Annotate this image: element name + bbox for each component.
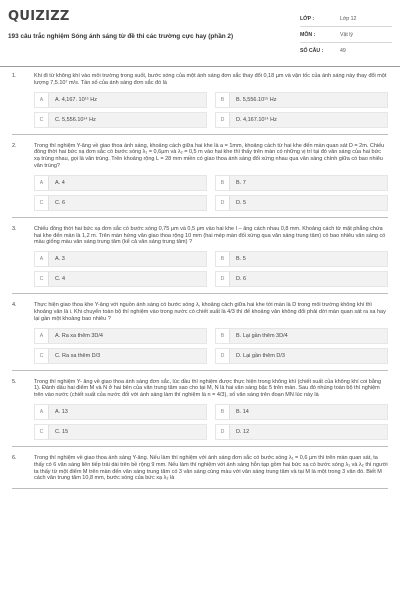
option-letter-box: D xyxy=(216,272,230,286)
meta-value: 49 xyxy=(340,47,346,54)
meta-label: SỐ CÂU : xyxy=(300,47,324,54)
option-text: B. 5 xyxy=(236,256,246,263)
question-item xyxy=(12,379,388,447)
option-letter-box: C xyxy=(35,349,49,363)
meta-label: LỚP : xyxy=(300,15,315,22)
question-text: Trong thí nghiệm Y-âng về giao thoa ánh sáng, khoảng cách giữa hai khe là a = 1mm, khoảng cách từ hai khe đến màn quan sát D = 2m. Chiếu đồng thời hai bức xạ đơn sắc có bước sóng λ₁ = 0,6μm và λ₂ = 0,5 m vào hai khe thì thấy trên màn có những vị trí tại đó vân sáng của hai bức xạ trùng nhau, gọi là vân trùng. Trên khoảng rộng L = 28 mm miền có giao thoa ánh sáng đối xứng nhau qua vân sáng chính giữa có bao nhiêu vân trùng? xyxy=(34,142,385,169)
option-letter-box: C xyxy=(35,272,49,286)
question-item xyxy=(12,302,388,370)
question-row xyxy=(12,302,388,322)
option-text: C. Ra xa thêm D/3 xyxy=(55,352,101,359)
answer-options xyxy=(34,404,388,440)
question-item xyxy=(12,73,388,135)
answer-option[interactable] xyxy=(34,175,207,191)
answer-options xyxy=(34,175,388,211)
answer-option[interactable] xyxy=(215,112,388,128)
question-row xyxy=(12,226,388,246)
option-letter-box: B xyxy=(216,93,230,107)
option-text: C. 4 xyxy=(55,276,66,283)
question-number: 1. xyxy=(12,73,17,79)
question-row xyxy=(12,73,388,87)
option-letter-box: D xyxy=(216,425,230,439)
option-text: D. 6 xyxy=(236,276,247,283)
option-letter-box: B xyxy=(216,329,230,343)
option-letter-box: C xyxy=(35,113,49,127)
option-letter-box: D xyxy=(216,349,230,363)
option-text: D. Lại gần thêm D/3 xyxy=(236,352,285,359)
question-row xyxy=(12,143,388,170)
option-letter-box: D xyxy=(216,196,230,210)
question-item xyxy=(12,226,388,294)
answer-option[interactable] xyxy=(34,112,207,128)
option-text: A. Ra xa thêm 3D/4 xyxy=(55,332,103,339)
answer-option[interactable] xyxy=(215,271,388,287)
question-number: 3. xyxy=(12,225,17,232)
option-letter-box: B xyxy=(216,176,230,190)
answer-option[interactable] xyxy=(34,424,207,440)
option-letter-box: D xyxy=(216,113,230,127)
option-letter-box: A xyxy=(35,405,49,419)
question-number: 4. xyxy=(12,302,17,309)
option-text: A. 4 xyxy=(55,179,65,186)
option-text: D. 5 xyxy=(236,199,247,206)
option-text: C. 6 xyxy=(55,199,66,206)
worksheet-header xyxy=(0,0,400,67)
answer-options xyxy=(34,251,388,287)
question-text: Thực hiện giao thoa khe Y-âng với nguồn ánh sáng có bước sóng λ, khoảng cách giữa hai khe tới màn là D trong môi trường không khí thì khoảng vân là i. Khi chuyển toàn bộ thí nghiệm vào trong nước có chiết suất là 4/3 thì để khoảng vân không đổi phải dời màn quan sát ra xa hay lại gần một khoảng bao nhiêu ? xyxy=(34,302,386,322)
option-text: A. 3 xyxy=(55,256,65,263)
option-letter-box: C xyxy=(35,425,49,439)
answer-option[interactable] xyxy=(215,175,388,191)
answer-option[interactable] xyxy=(34,92,207,108)
question-row xyxy=(12,455,388,482)
question-number: 2. xyxy=(12,142,17,149)
question-number: 6. xyxy=(12,454,17,461)
question-number: 5. xyxy=(12,378,17,385)
question-text: Khi đi từ không khí vào môi trường trong suốt, bước sóng của một ánh sáng đơn sắc thay đổi 0,18 μm và vận tốc của ánh sáng này thay đổi một lượng 7,5.10⁷ m/s. Tần số của ánh sáng đơn sắc đó là xyxy=(34,73,387,86)
option-letter-box: A xyxy=(35,252,49,266)
option-text: B. 5,556.10¹⁵ Hz xyxy=(236,96,277,103)
question-text: Trong thí nghiệm Y- âng về giao thoa ánh sáng đơn sắc, lúc đầu thí nghiệm được thực hiện trong không khí (chiết suất của không khí coi bằng 1). Đánh dấu hai điểm M và N ở hai bên của vân trung tâm sao cho tại M, N là hai vân sáng bậc 5 trên màn. Sau đó nhúng toàn bộ thí nghiệm trên vào nước (chiết suất của nước đối với ánh sáng làm thí nghiệm là n = 4/3), số vân sáng trên đoạn MN lúc này là xyxy=(34,378,382,399)
question-row xyxy=(12,379,388,399)
question-text: Chiếu đồng thời hai bức xạ đơn sắc có bước sóng 0,75 μm và 0,5 μm vào hai khe I – âng cách nhau 0,8 mm. Khoảng cách từ mặt phẳng chứa hai khe đến màn là 1,2 m. Trên màn hứng vân giao thoa rộng 10 mm (hai mép màn đối xứng qua vân sáng trung tâm) có bao nhiêu vân sáng có màu giống màu vân sáng trung tâm (kể cả vân sáng trung tâm) ? xyxy=(34,225,386,246)
option-text: B. Lại gần thêm 3D/4 xyxy=(236,332,288,339)
option-text: D. 4,167.10¹⁴ Hz xyxy=(236,116,277,123)
answer-option[interactable] xyxy=(34,271,207,287)
answer-option[interactable] xyxy=(34,195,207,211)
quizizz-logo: QUIZIZZ xyxy=(8,9,70,24)
option-text: A. 13 xyxy=(55,408,68,415)
answer-option[interactable] xyxy=(34,251,207,267)
option-letter-box: A xyxy=(35,176,49,190)
answer-option[interactable] xyxy=(215,251,388,267)
answer-option[interactable] xyxy=(215,92,388,108)
answer-option[interactable] xyxy=(215,404,388,420)
document-title: 193 câu trắc nghiệm Sóng ánh sáng từ đề thi các trường cực hay (phần 2) xyxy=(8,33,234,40)
question-text: Trong thí nghiệm về giao thoa ánh sáng Y-âng. Nếu làm thí nghiệm với ánh sáng đơn sắc có bước sóng λ₁ = 0,6 μm thì trên màn quan sát, ta thấy có 6 vân sáng liên tiếp trải dài trên bề rộng 9 mm. Nếu làm thí nghiệm với ánh sáng hỗn tạp gồm hai bức xạ có bước sóng λ₁ và λ₂ thì người ta thấy từ một điểm M trên màn đến vân sáng trung tâm có 3 vân sáng cùng màu với vân sáng trung tâm và tại M là một trong 3 vân đó. Biết M cách vân trung tâm 10,8 mm, bước sóng của bức xạ λ₂ là xyxy=(34,454,388,482)
answer-option[interactable] xyxy=(34,348,207,364)
answer-option[interactable] xyxy=(34,404,207,420)
answer-option[interactable] xyxy=(215,348,388,364)
option-text: A. 4,167. 10¹⁵ Hz xyxy=(55,96,98,103)
option-letter-box: B xyxy=(216,405,230,419)
question-item xyxy=(12,143,388,218)
meta-row-subject xyxy=(300,27,392,43)
meta-value: Vật lý xyxy=(340,31,353,38)
option-letter-box: B xyxy=(216,252,230,266)
question-list xyxy=(0,67,400,489)
answer-option[interactable] xyxy=(215,328,388,344)
option-text: B. 14 xyxy=(236,408,249,415)
option-text: C. 5,556.10¹⁴ Hz xyxy=(55,116,96,123)
answer-options xyxy=(34,92,388,128)
question-item xyxy=(12,455,388,489)
meta-row-count xyxy=(300,43,392,58)
option-letter-box: C xyxy=(35,196,49,210)
answer-option[interactable] xyxy=(34,328,207,344)
answer-option[interactable] xyxy=(215,195,388,211)
option-letter-box: A xyxy=(35,93,49,107)
option-text: B. 7 xyxy=(236,179,246,186)
answer-option[interactable] xyxy=(215,424,388,440)
meta-table xyxy=(300,11,392,58)
meta-label: MÔN : xyxy=(300,31,316,38)
meta-row-class xyxy=(300,11,392,27)
answer-options xyxy=(34,328,388,364)
option-text: D. 12 xyxy=(236,428,250,435)
option-letter-box: A xyxy=(35,329,49,343)
meta-value: Lớp 12 xyxy=(340,15,357,22)
option-text: C. 15 xyxy=(55,428,69,435)
